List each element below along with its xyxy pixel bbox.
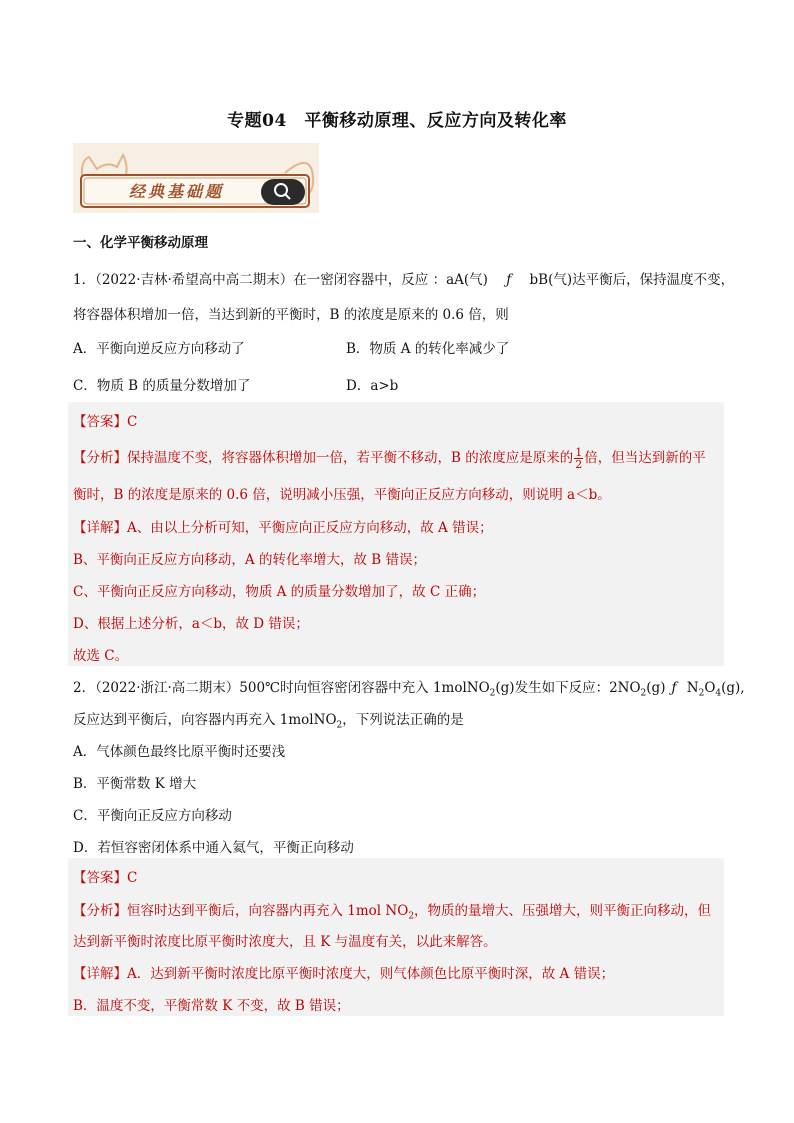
q2-stem-d: N: [682, 680, 699, 696]
q1-option-d: D．a>b: [346, 378, 399, 394]
q2-analysis-line1: [73, 899, 711, 922]
q1-option-c: C．物质 B 的质量分数增加了: [73, 378, 251, 394]
q2-detail-a: [73, 962, 614, 982]
q1-stem-line1: [73, 268, 734, 288]
q1-answer: [73, 410, 137, 430]
section-heading: 一、化学平衡移动原理: [73, 235, 208, 251]
q2-stem-e: O: [704, 680, 716, 696]
fraction-numerator: 1: [575, 446, 583, 459]
q1-stem-line2: 将容器体积增加一倍，当达到新的平衡时，B 的浓度是原来的 0.6 倍，则: [73, 307, 509, 323]
q1-detail-b: B、平衡向正反应方向移动，A 的转化率增大，故 B 错误；: [73, 552, 426, 568]
q1-conclusion: 故选 C。: [73, 648, 129, 664]
answer-tag: 【答案】: [73, 870, 127, 886]
q2-stem-f: (g),: [721, 680, 745, 696]
answer-tag: 【答案】: [73, 414, 127, 430]
fraction-one-half: [574, 447, 583, 470]
q2-stem-line2a: 反应达到平衡后，向容器内再充入 1molNO: [73, 712, 337, 728]
equilibrium-arrow-icon: ƒ: [506, 272, 512, 288]
q2-answer: [73, 866, 137, 886]
subscript: 2: [408, 911, 415, 922]
equilibrium-arrow-icon: ƒ: [671, 680, 677, 696]
q1-detail-a: [73, 516, 493, 536]
q1-analysis-line2: 衡时，B 的浓度是原来的 0.6 倍，说明减小压强，平衡向正反应方向移动，则说明 a＜b。: [73, 487, 611, 503]
q2-option-c: C．平衡向正反应方向移动: [73, 808, 232, 824]
q2-option-a: A．气体颜色最终比原平衡时还要浅: [73, 744, 286, 760]
analysis-text-b: ，物质的量增大、压强增大，则平衡正向移动，但: [414, 903, 712, 919]
banner-text: 经典基础题: [129, 182, 225, 201]
q1-analysis-line1: [73, 446, 706, 470]
q1-stem-a: 1．（2022·吉林·希望高中高二期末）在一密闭容器中，反应 ：aA(气): [73, 272, 488, 288]
subscript: 2: [489, 688, 496, 699]
section-banner: [73, 143, 319, 213]
analysis-text-a: 保持温度不变，将容器体积增加一倍，若平衡不移动，B 的浓度应是原来的: [127, 450, 574, 466]
q1-option-a: A．平衡向逆反应方向移动了: [73, 341, 245, 357]
subscript: 2: [336, 720, 343, 731]
page-title: 专题04 平衡移动原理、反应方向及转化率: [227, 111, 567, 131]
detail-tag: 【详解】: [73, 966, 127, 982]
answer-value: C: [127, 414, 138, 430]
detail-tag: 【详解】: [73, 520, 127, 536]
analysis-text-b: 倍，但当达到新的平: [584, 450, 706, 466]
subscript: 4: [715, 688, 722, 699]
q1-stem-b: bB(气)达平衡后，保持温度不变，: [529, 272, 735, 288]
q2-stem-b: (g)发生如下反应：2NO: [495, 680, 641, 696]
answer-value: C: [127, 870, 138, 886]
analysis-tag: 【分析】: [73, 903, 127, 919]
q1-option-b: B．物质 A 的转化率减少了: [346, 341, 510, 357]
q2-stem-c: (g): [646, 680, 666, 696]
detail-a-text: A．达到新平衡时浓度比原平衡时浓度大，则气体颜色比原平衡时深，故 A 错误；: [127, 966, 615, 982]
q2-option-d: D．若恒容密闭体系中通入氦气，平衡正向移动: [73, 840, 354, 856]
q2-stem-line2: [73, 708, 464, 731]
detail-a-text: A、由以上分析可知，平衡应向正反应方向移动，故 A 错误；: [127, 520, 493, 536]
q2-stem-line2b: ，下列说法正确的是: [342, 712, 464, 728]
analysis-text-a: 恒容时达到平衡后，向容器内再充入 1mol NO: [127, 903, 409, 919]
q2-analysis-line2: 达到新平衡时浓度比原平衡时浓度大，且 K 与温度有关，以此来解答。: [73, 934, 497, 950]
q1-detail-c: C、平衡向正反应方向移动，物质 A 的质量分数增加了，故 C 正确；: [73, 584, 486, 600]
subscript: 2: [640, 688, 647, 699]
q2-detail-b: B．温度不变，平衡常数 K 不变，故 B 错误；: [73, 998, 350, 1014]
q2-option-b: B．平衡常数 K 增大: [73, 776, 197, 792]
fraction-denominator: 2: [575, 458, 583, 471]
q2-stem-a: 2．（2022·浙江·高二期末）500℃时向恒容密闭容器中充入 1molNO: [73, 680, 490, 696]
subscript: 2: [698, 688, 705, 699]
search-pill: [261, 179, 305, 205]
q1-detail-d: D、根据上述分析，a＜b，故 D 错误；: [73, 616, 309, 632]
analysis-tag: 【分析】: [73, 450, 127, 466]
q2-stem-line1: [73, 676, 745, 699]
